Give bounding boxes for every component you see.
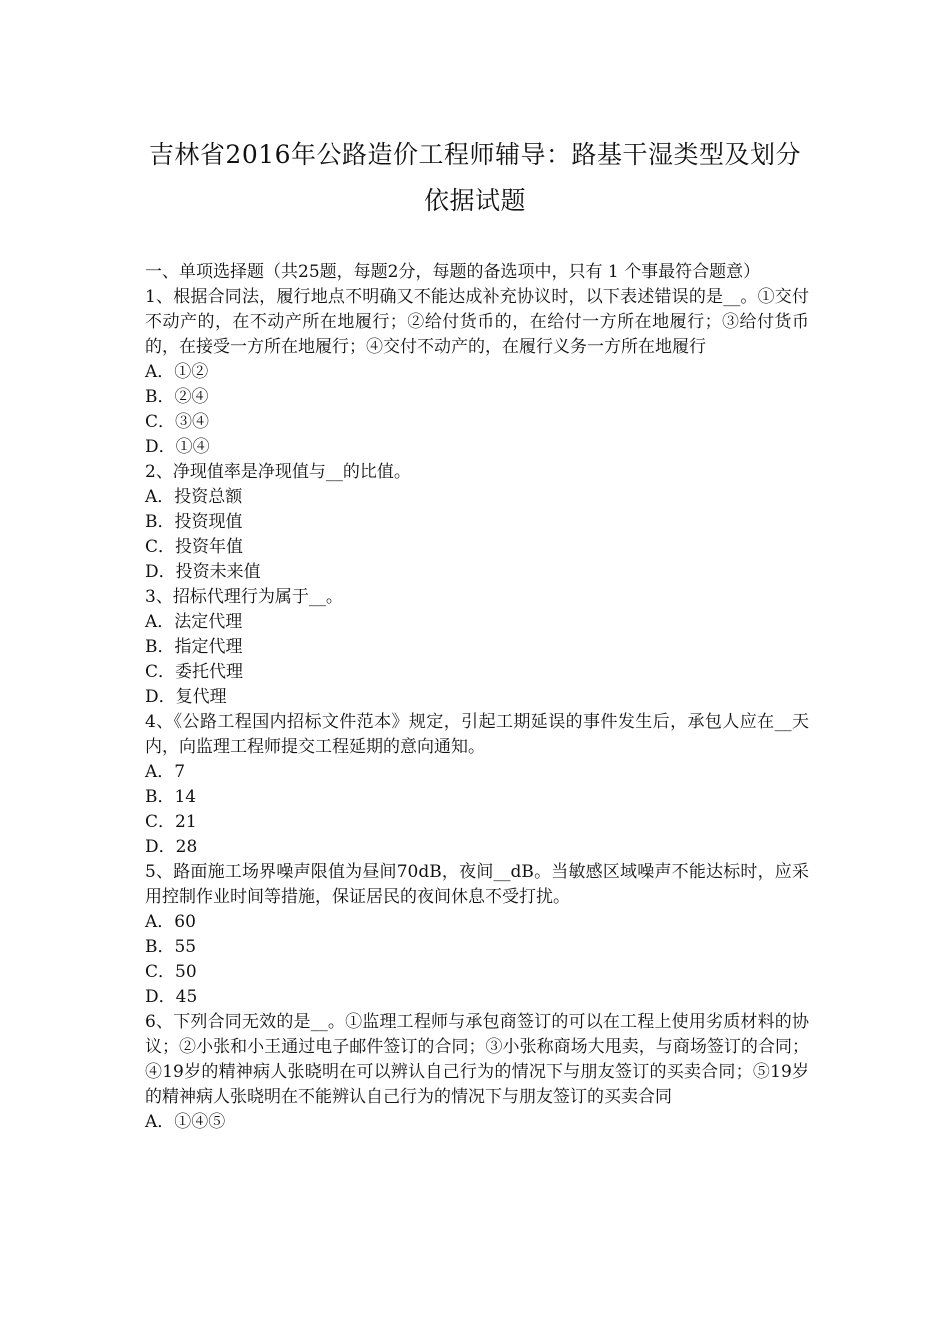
question-2 [145, 460, 809, 585]
option-b: B．②④ [145, 387, 209, 407]
option-b: B．55 [145, 937, 197, 957]
option-a: A．①② [145, 362, 209, 382]
option-b: B．指定代理 [145, 637, 243, 657]
option-c: C．50 [145, 962, 197, 982]
question-5 [145, 860, 809, 1010]
question-1 [145, 285, 809, 460]
option-c: C．③④ [145, 412, 210, 432]
option-a: A．60 [145, 912, 196, 932]
option-b: B．投资现值 [145, 512, 243, 532]
option-d: D．28 [145, 837, 198, 857]
option-d: D．投资未来值 [145, 562, 261, 582]
question-6 [145, 1010, 809, 1135]
option-d: D．45 [145, 987, 198, 1007]
question-stem: 3、招标代理行为属于__。 [145, 587, 343, 607]
option-d: D．复代理 [145, 687, 227, 707]
option-a: A．①④⑤ [145, 1112, 226, 1132]
option-d: D．①④ [145, 437, 210, 457]
option-a: A．投资总额 [145, 487, 243, 507]
document-title-line-2: 依据试题 [423, 186, 526, 215]
question-stem: 5、路面施工场界噪声限值为昼间70dB，夜间__dB。当敏感区域噪声不能达标时，应采用控制作业时间等措施，保证居民的夜间休息不受打扰。 [145, 862, 809, 907]
question-stem: 2、净现值率是净现值与__的比值。 [145, 462, 411, 482]
document-title-line-1: 吉林省2016年公路造价工程师辅导：路基干湿类型及划分 [148, 140, 802, 169]
option-c: C．21 [145, 812, 197, 832]
option-b: B．14 [145, 787, 197, 807]
question-stem: 4、《公路工程国内招标文件范本》规定，引起工期延误的事件发生后，承包人应在__天内，向监理工程师提交工程延期的意向通知。 [145, 712, 809, 757]
option-c: C．投资年值 [145, 537, 244, 557]
question-4 [145, 710, 809, 860]
section-heading: 一、单项选择题（共25题，每题2分，每题的备选项中，只有 1 个事最符合题意） [145, 262, 761, 282]
question-3 [145, 585, 809, 710]
question-stem: 1、根据合同法，履行地点不明确又不能达成补充协议时，以下表述错误的是__。①交付不动产的，在不动产所在地履行；②给付货币的，在给付一方所在地履行；③给付货币的，在接受一方所在地履行；④交付不动产的，在履行义务一方所在地履行 [145, 287, 809, 357]
option-a: A．7 [145, 762, 186, 782]
document-body [145, 260, 809, 1135]
question-stem: 6、下列合同无效的是__。①监理工程师与承包商签订的可以在工程上使用劣质材料的协议；②小张和小王通过电子邮件签订的合同；③小张称商场大甩卖，与商场签订的合同；④19岁的精神病人张晓明在可以辨认自己行为的情况下与朋友签订的买卖合同；⑤19岁的精神病人张晓明在不能辨认自己行为的情况下与朋友签订的买卖合同 [145, 1012, 809, 1107]
option-c: C．委托代理 [145, 662, 244, 682]
option-a: A．法定代理 [145, 612, 243, 632]
